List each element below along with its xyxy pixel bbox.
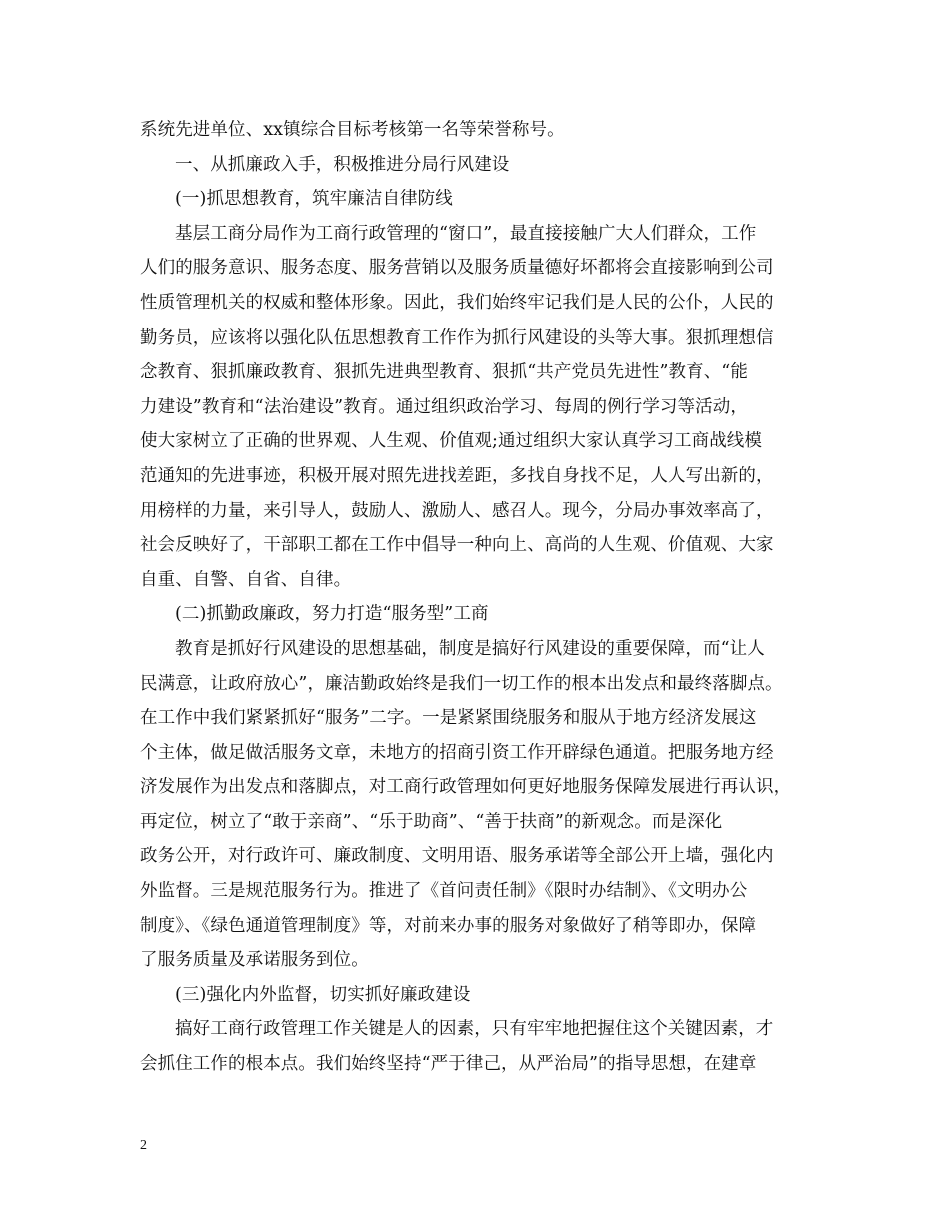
text-line: 制度》、《绿色通道管理制度》等，对前来办事的服务对象做好了稍等即办，保障: [140, 915, 757, 936]
text-line: 勤务员，应该将以强化队伍思想教育工作作为抓行风建设的头等大事。狠抓理想信: [140, 327, 774, 348]
text-line: 自重、自警、自省、自律。: [140, 569, 352, 590]
text-line: 范通知的先进事迹，积极开展对照先进找差距，多找自身找不足，人人写出新的，: [140, 465, 774, 486]
text-line: 使大家树立了正确的世界观、人生观、价值观;通过组织大家认真学习工商战线模: [140, 431, 762, 452]
text-line: 搞好工商行政管理工作关键是人的因素，只有牢牢地把握住这个关键因素，才: [175, 1019, 774, 1040]
page-number: 2: [140, 1138, 147, 1153]
text-line: 外监督。三是规范服务行为。推进了《首问责任制》《限时办结制》、《文明办公: [140, 881, 748, 902]
text-line: 政务公开，对行政许可、廉政制度、文明用语、服务承诺等全部公开上墙，强化内: [140, 846, 774, 867]
subsection-heading: (二)抓勤政廉政，努力打造“服务型”工商: [175, 604, 489, 625]
text-line: 用榜样的力量，来引导人，鼓励人、激励人、感召人。现今，分局办事效率高了，: [140, 500, 774, 521]
body-text: [140, 113, 820, 1082]
section-heading: 一、从抓廉政入手，积极推进分局行风建设: [175, 154, 510, 175]
text-line: 会抓住工作的根本点。我们始终坚持“严于律己，从严治局”的指导思想，在建章: [140, 1054, 757, 1075]
text-line: 系统先进单位、xx镇综合目标考核第一名等荣誉称号。: [140, 120, 565, 140]
text-line: 了服务质量及承诺服务到位。: [140, 950, 369, 971]
text-line: 再定位，树立了“敢于亲商”、“乐于助商”、“善于扶商”的新观念。而是深化: [140, 811, 723, 832]
text-line: 力建设”教育和“法治建设”教育。通过组织政治学习、每周的例行学习等活动，: [140, 396, 748, 417]
text-line: 教育是抓好行风建设的思想基础，制度是搞好行风建设的重要保障，而“让人: [175, 638, 765, 659]
subsection-heading: (三)强化内外监督，切实抓好廉政建设: [175, 984, 471, 1005]
text-line: 社会反映好了，干部职工都在工作中倡导一种向上、高尚的人生观、价值观、大家: [140, 535, 774, 556]
text-line: 济发展作为出发点和落脚点，对工商行政管理如何更好地服务保障发展进行再认识，: [140, 777, 792, 798]
text-line: 民满意，让政府放心”，廉洁勤政始终是我们一切工作的根本出发点和最终落脚点。: [140, 673, 783, 694]
subsection-heading: (一)抓思想教育，筑牢廉洁自律防线: [175, 189, 453, 210]
text-line: 人们的服务意识、服务态度、服务营销以及服务质量德好坏都将会直接影响到公司: [140, 258, 774, 279]
text-line: 性质管理机关的权威和整体形象。因此，我们始终牢记我们是人民的公仆，人民的: [140, 292, 774, 313]
text-line: 在工作中我们紧紧抓好“服务”二字。一是紧紧围绕服务和服从于地方经济发展这: [140, 708, 757, 729]
text-line: 基层工商分局作为工商行政管理的“窗口”，最直接接触广大人们群众，工作: [175, 223, 757, 244]
text-line: 个主体，做足做活服务文章，未地方的招商引资工作开辟绿色通道。把服务地方经: [140, 742, 774, 763]
text-line: 念教育、狠抓廉政教育、狠抓先进典型教育、狠抓“共产党员先进性”教育、“能: [140, 362, 748, 383]
